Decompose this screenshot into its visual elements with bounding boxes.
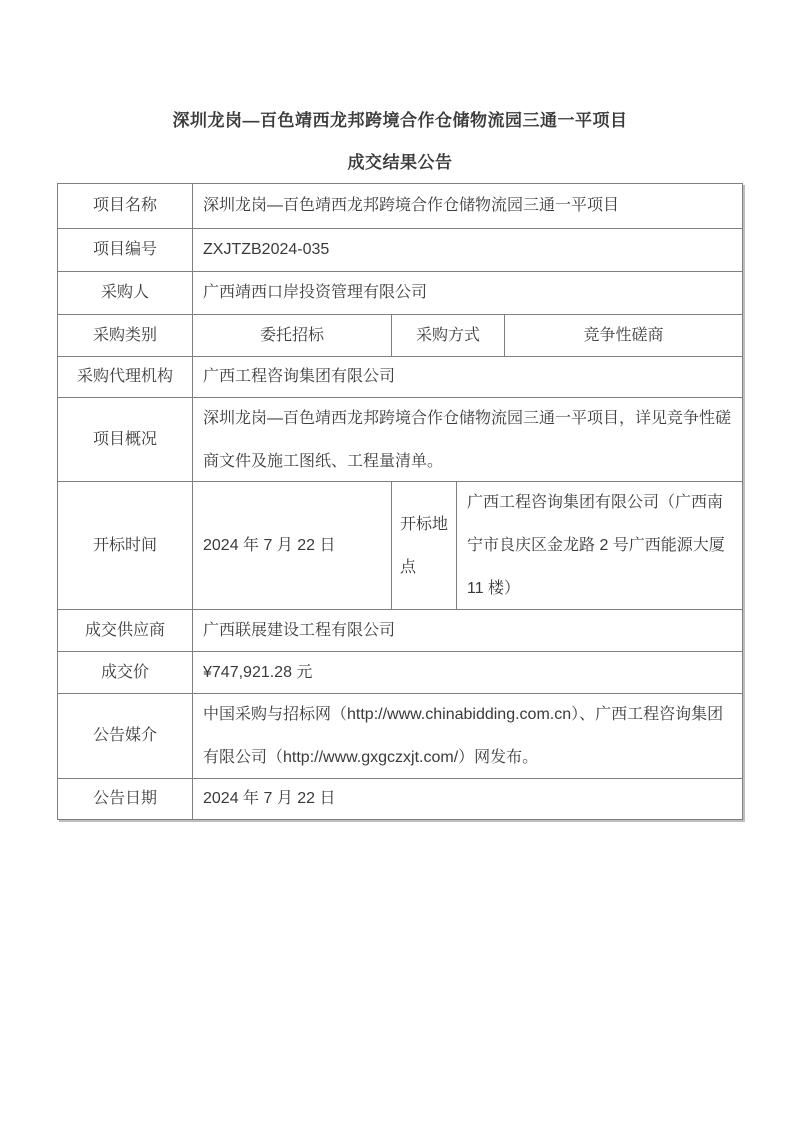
table-row-bid-opening xyxy=(58,482,743,610)
project-number-value: ZXJTZB2024-035 xyxy=(193,229,743,272)
announcement-media-value: 中国采购与招标网（http://www.chinabidding.com.cn）、广西工程咨询集团有限公司（http://www.gxgczxjt.com/）网发布。 xyxy=(193,694,743,779)
table-row-announcement-media xyxy=(58,694,743,779)
announcement-date-value: 2024 年 7 月 22 日 xyxy=(193,779,743,820)
procurement-method-value: 竞争性磋商 xyxy=(505,315,743,357)
winning-supplier-value: 广西联展建设工程有限公司 xyxy=(193,610,743,652)
announcement-table xyxy=(57,183,743,820)
agency-label: 采购代理机构 xyxy=(58,357,193,398)
project-number-label: 项目编号 xyxy=(58,229,193,272)
procurement-method-label: 采购方式 xyxy=(392,315,505,357)
table-row-project-number xyxy=(58,229,743,272)
winning-supplier-label: 成交供应商 xyxy=(58,610,193,652)
purchaser-label: 采购人 xyxy=(58,272,193,315)
document-title: 深圳龙岗—百色靖西龙邦跨境合作仓储物流园三通一平项目 xyxy=(172,111,628,130)
table-row-winning-price xyxy=(58,652,743,694)
project-name-value: 深圳龙岗—百色靖西龙邦跨境合作仓储物流园三通一平项目 xyxy=(193,184,743,229)
table-row-project-name xyxy=(58,184,743,229)
table-row-overview xyxy=(58,398,743,482)
overview-label: 项目概况 xyxy=(58,398,193,482)
winning-price-label: 成交价 xyxy=(58,652,193,694)
document-subtitle: 成交结果公告 xyxy=(347,153,453,172)
table-row-winning-supplier xyxy=(58,610,743,652)
project-name-label: 项目名称 xyxy=(58,184,193,229)
table-row-purchaser xyxy=(58,272,743,315)
procurement-category-label: 采购类别 xyxy=(58,315,193,357)
purchaser-value: 广西靖西口岸投资管理有限公司 xyxy=(193,272,743,315)
winning-price-value: ¥747,921.28 元 xyxy=(193,652,743,694)
bid-opening-place-label: 开标地点 xyxy=(392,482,457,610)
table-row-announcement-date xyxy=(58,779,743,820)
bid-opening-time-value: 2024 年 7 月 22 日 xyxy=(193,482,392,610)
overview-value: 深圳龙岗—百色靖西龙邦跨境合作仓储物流园三通一平项目，详见竞争性磋商文件及施工图纸、工程量清单。 xyxy=(193,398,743,482)
announcement-date-label: 公告日期 xyxy=(58,779,193,820)
announcement-media-label: 公告媒介 xyxy=(58,694,193,779)
table-row-agency xyxy=(58,357,743,398)
table-row-procurement xyxy=(58,315,743,357)
agency-value: 广西工程咨询集团有限公司 xyxy=(193,357,743,398)
bid-opening-time-label: 开标时间 xyxy=(58,482,193,610)
bid-opening-place-value: 广西工程咨询集团有限公司（广西南宁市良庆区金龙路 2 号广西能源大厦 11 楼） xyxy=(457,482,743,610)
procurement-category-value: 委托招标 xyxy=(193,315,392,357)
